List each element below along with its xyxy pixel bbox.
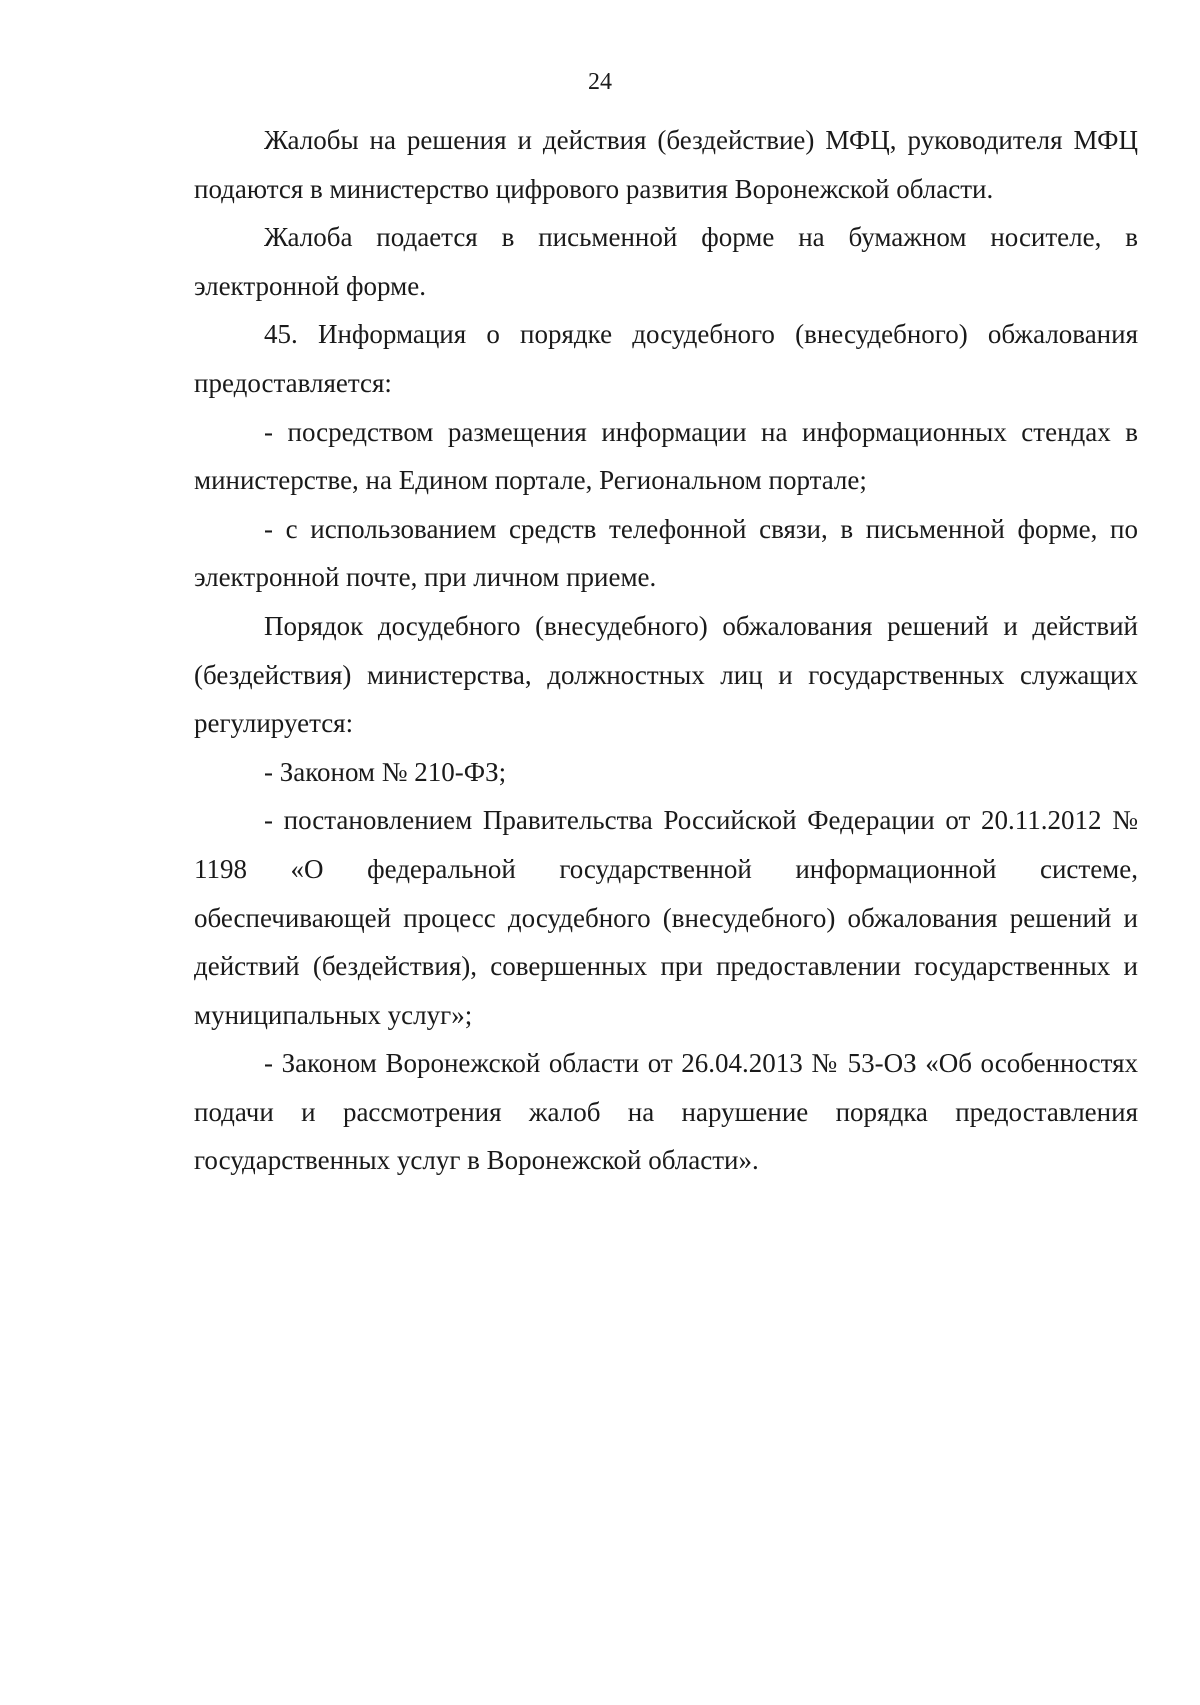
paragraph-45-information: 45. Информация о порядке досудебного (внесудебного) обжалования предоставляется:: [194, 319, 1138, 398]
page-number: 24: [588, 69, 612, 95]
list-item-telephone: - с использованием средств телефонной связи, в письменной форме, по электронной почте, при личном приеме.: [194, 513, 1138, 593]
list-item-voronezh-law-53: - Законом Воронежской области от 26.04.2013 № 53-ОЗ «Об особенностях подачи и рассмотрения жалоб на нарушение порядка предоставления государственных услуг в Воронежской области».: [194, 1048, 1138, 1176]
paragraph-complaints-mfc: Жалобы на решения и действия (бездействие) МФЦ, руководителя МФЦ подаются в министерство цифрового развития Воронежской области.: [194, 125, 1138, 204]
paragraph-appeal-procedure: Порядок досудебного (внесудебного) обжалования решений и действий (бездействия) министерства, должностных лиц и государственных служащих регулируется:: [194, 610, 1138, 739]
list-item-resolution-1198: - постановлением Правительства Российской Федерации от 20.11.2012 № 1198 «О федеральной государственной информационной системе, обеспечивающей процесс досудебного (внесудебного) обжалования решений и действий (бездействия), совершенных при предоставлении государственных и муниципальных услуг»;: [194, 805, 1138, 1030]
paragraph-complaint-form: Жалоба подается в письменной форме на бумажном носителе, в электронной форме.: [194, 222, 1138, 301]
list-item-law-210: - Законом № 210-ФЗ;: [264, 756, 507, 787]
document-body: [194, 116, 1138, 1185]
list-item-stands: - посредством размещения информации на информационных стендах в министерстве, на Едином портале, Региональном портале;: [194, 416, 1138, 496]
